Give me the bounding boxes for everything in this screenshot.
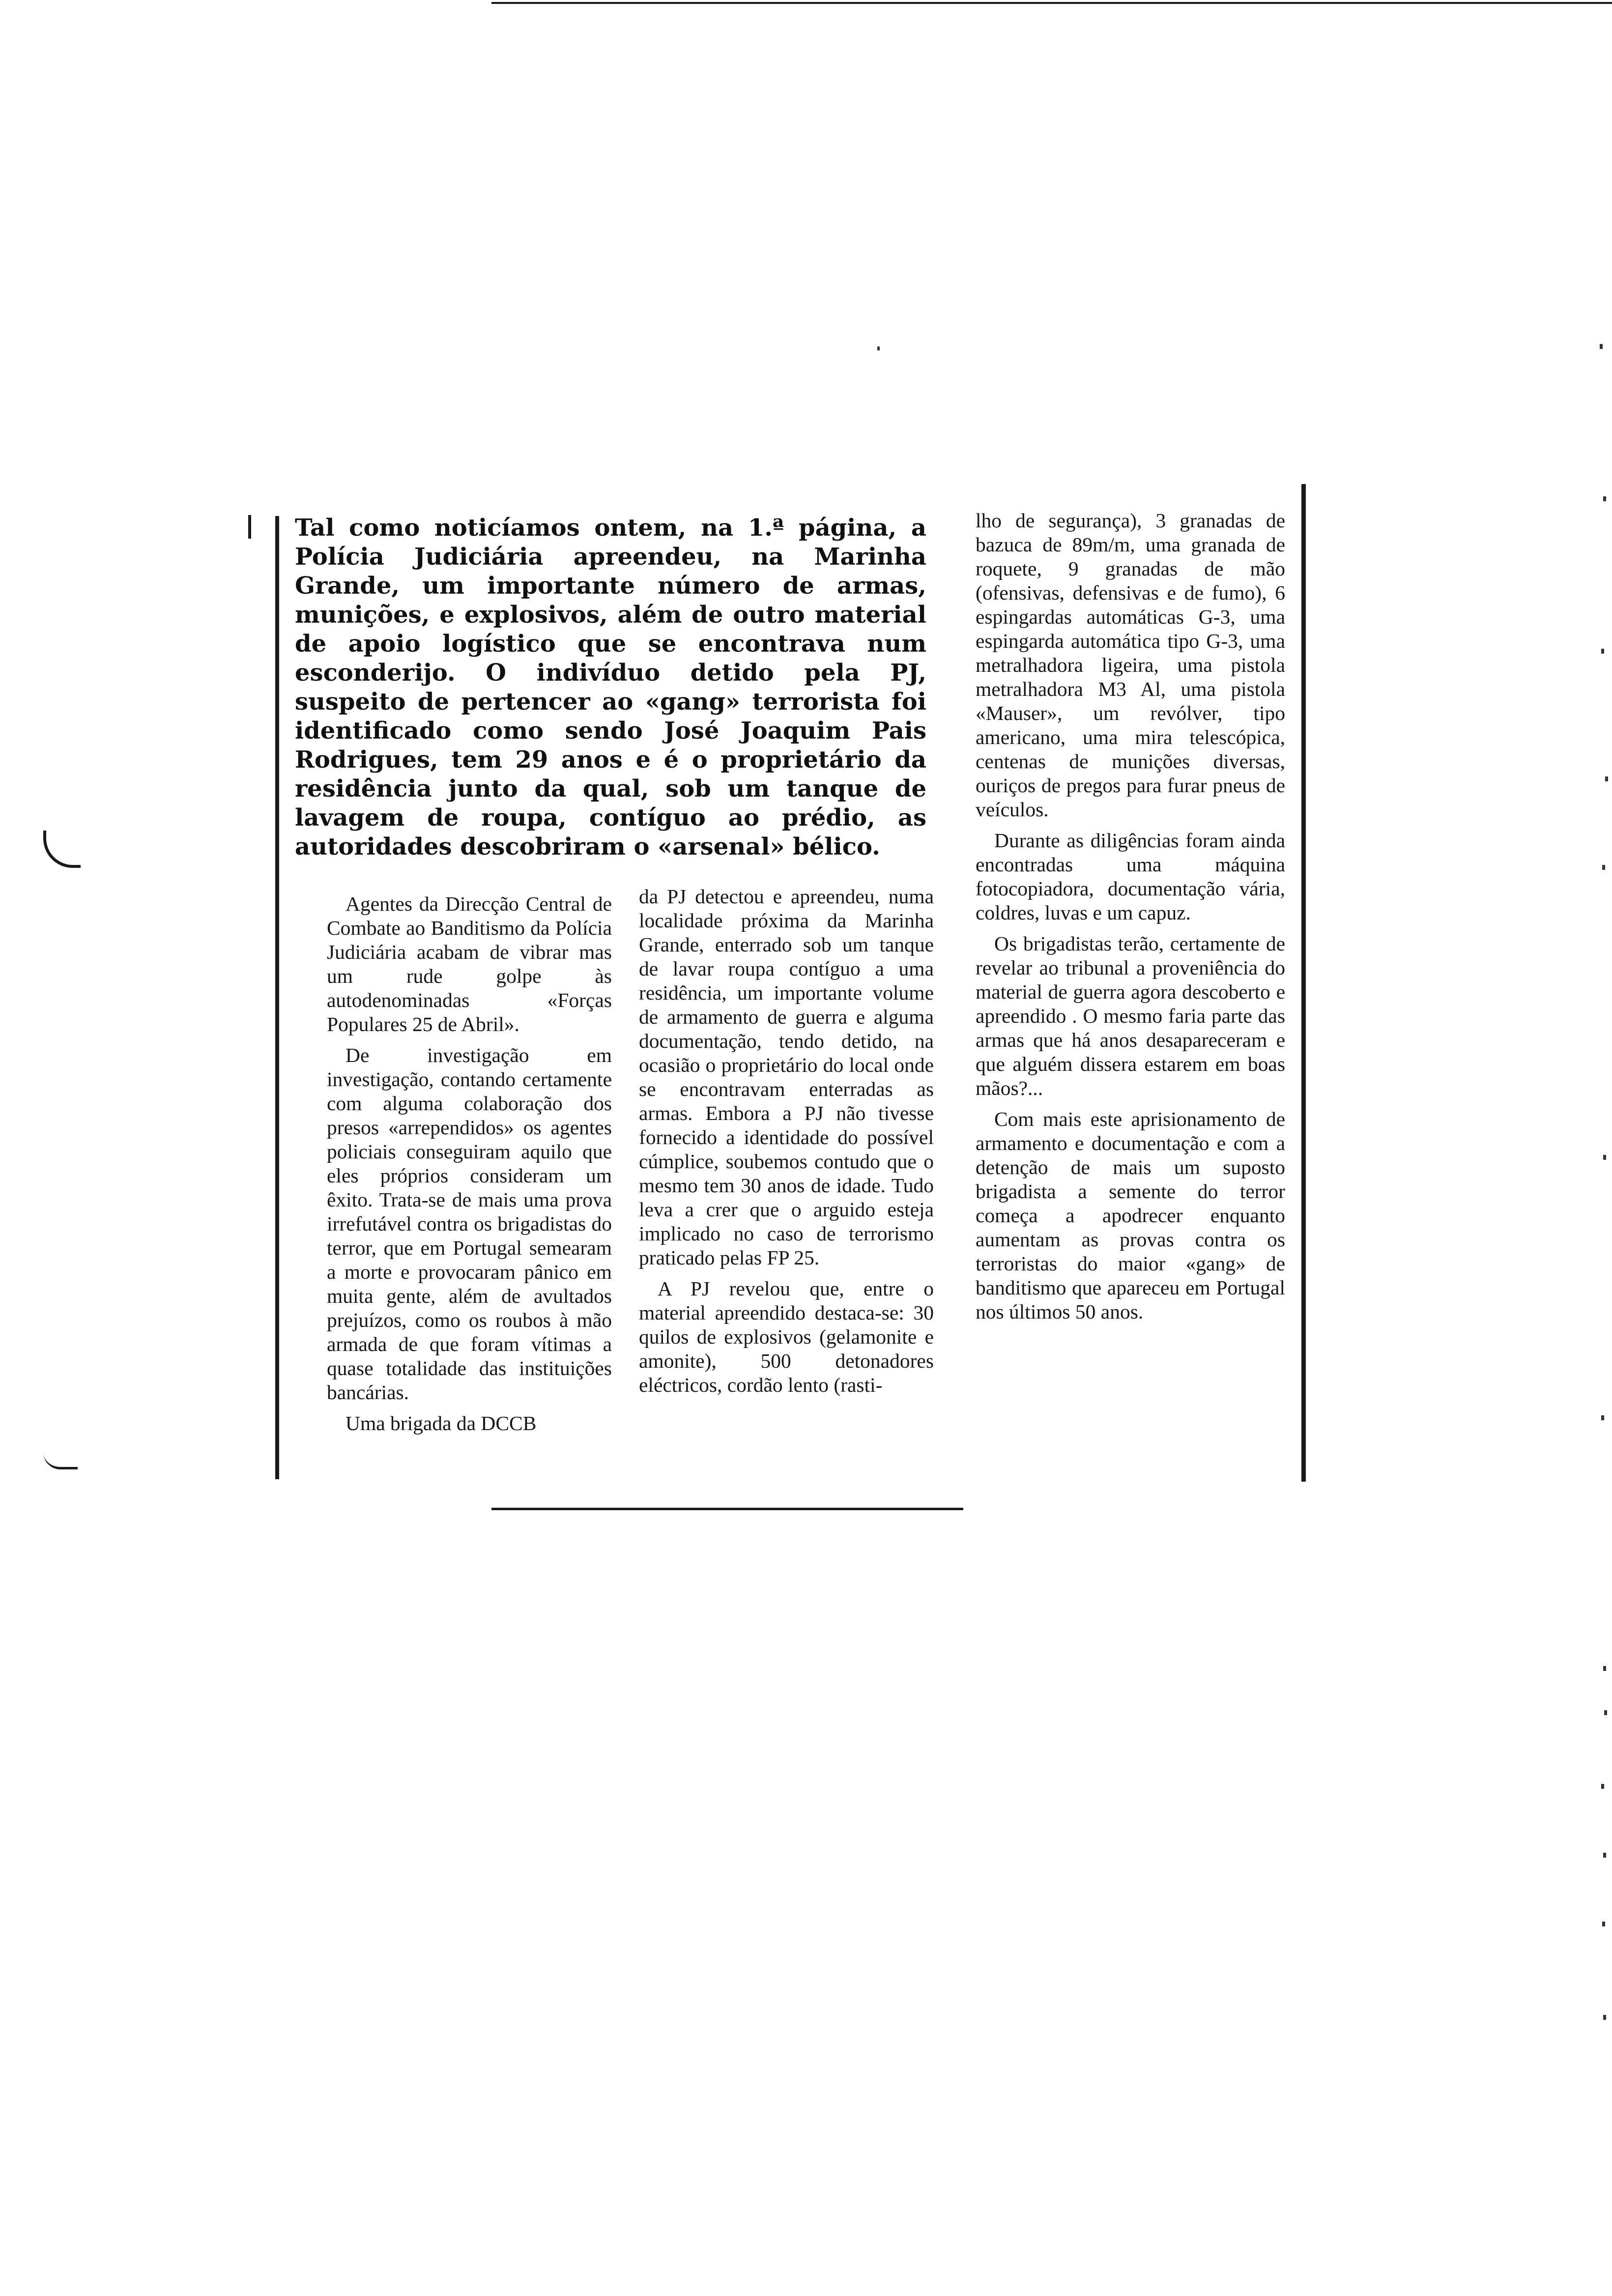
scan-speck [1600, 344, 1603, 349]
scan-speck [1603, 496, 1606, 501]
scan-speck [877, 346, 880, 350]
body-paragraph: da PJ detectou e apreendeu, numa localidade próxima da Marinha Grande, enterrado sob um tanque de lavar roupa contíguo a uma residência, um importante volume de armamento de guerra e alguma documentação, tendo detido, na ocasião o proprietário do local onde se encontravam enterradas as armas. Embora a PJ não tivesse fornecido a identidade do possível cúmplice, soubemos contudo que o mesmo tem 30 anos de idade. Tudo leva a crer que o arguido esteja implicado no caso de terrorismo praticado pelas FP 25. [639, 885, 934, 1269]
scan-speck [1603, 2015, 1606, 2020]
scan-speck [1601, 1415, 1604, 1420]
scan-speck [1603, 1155, 1606, 1160]
body-paragraph: A PJ revelou que, entre o material apreendido destaca-se: 30 quilos de explosivos (gelamonite e amonite), 500 detonadores eléctricos, cordão lento (rasti- [639, 1277, 934, 1396]
margin-curl-mark [43, 1452, 78, 1469]
article-column-3 [976, 509, 1285, 1331]
scan-speck [1604, 1710, 1607, 1715]
body-paragraph: De investigação em investigação, contando certamente com alguma colaboração dos presos «arrependidos» os agentes policiais conseguiram aquilo que eles próprios consideram um êxito. Trata-se de mais uma prova irrefutável contra os brigadistas do terror, que em Portugal semearam a morte e provocaram pânico em muita gente, além de avultados prejuízos, como os roubos à mão armada de que foram vítimas a quase totalidade das instituições bancárias. [327, 1044, 612, 1404]
body-paragraph: Com mais este aprisionamento de armamento e documentação e com a detenção de mais um suposto brigadista a semente do terror começa a apodrecer enquanto aumentam as provas contra os terroristas do maior «gang» de banditismo que apareceu em Portugal nos últimos 50 anos. [976, 1108, 1285, 1323]
scan-speck [1602, 1922, 1605, 1926]
left-margin-mark [248, 515, 251, 539]
body-paragraph: Agentes da Direcção Central de Combate ao Banditismo da Polícia Judiciária acabam de vibrar mas um rude golpe às autodenominadas «Forças Populares 25 de Abril». [327, 892, 612, 1035]
scan-speck [1603, 1853, 1606, 1858]
scan-speck [1605, 776, 1608, 781]
article-lead: Tal como noticíamos ontem, na 1.ª página, a Polícia Judiciária apreendeu, na Marinha Grande, um importante número de armas, munições, e explosivos, além de outro material de apoio logístico que se encontrava num esconderijo. O indivíduo detido pela PJ, suspeito de pertencer ao «gang» terrorista foi identificado como sendo José Joaquim Pais Rodrigues, tem 29 anos e é o proprietário da residência junto da qual, sob um tanque de lavagem de roupa, contíguo ao prédio, as autoridades descobriram o «arsenal» bélico. [295, 514, 926, 861]
right-column-bar [1301, 484, 1306, 1482]
scan-speck [1602, 865, 1605, 870]
scan-speck [1601, 649, 1604, 654]
top-rule [491, 2, 1612, 4]
scan-speck [1603, 1666, 1606, 1671]
margin-curl-mark [43, 831, 81, 868]
body-paragraph: Os brigadistas terão, certamente de revelar ao tribunal a proveniência do material de guerra agora descoberto e apreendido . O mesmo faria parte das armas que há anos desapareceram e que alguém dissera estarem em boas mãos?... [976, 932, 1285, 1099]
body-paragraph: Durante as diligências foram ainda encontradas uma máquina fotocopiadora, documentação vária, coldres, luvas e um capuz. [976, 829, 1285, 924]
bottom-rule [491, 1508, 963, 1510]
article-column-2 [639, 885, 934, 1404]
body-paragraph: lho de segurança), 3 granadas de bazuca de 89m/m, uma granada de roquete, 9 granadas de mão (ofensivas, defensivas e de fumo), 6 espingardas automáticas G-3, uma espingarda automática tipo G-3, uma metralhadora ligeira, uma pistola metralhadora M3 Al, uma pistola «Mauser», um revólver, tipo americano, uma mira telescópica, centenas de munições diversas, ouriços de pregos para furar pneus de veículos. [976, 509, 1285, 821]
scan-speck [1601, 1784, 1604, 1789]
left-column-bar [275, 516, 279, 1479]
article-column-1 [327, 892, 612, 1442]
body-paragraph: Uma brigada da DCCB [345, 1412, 537, 1435]
